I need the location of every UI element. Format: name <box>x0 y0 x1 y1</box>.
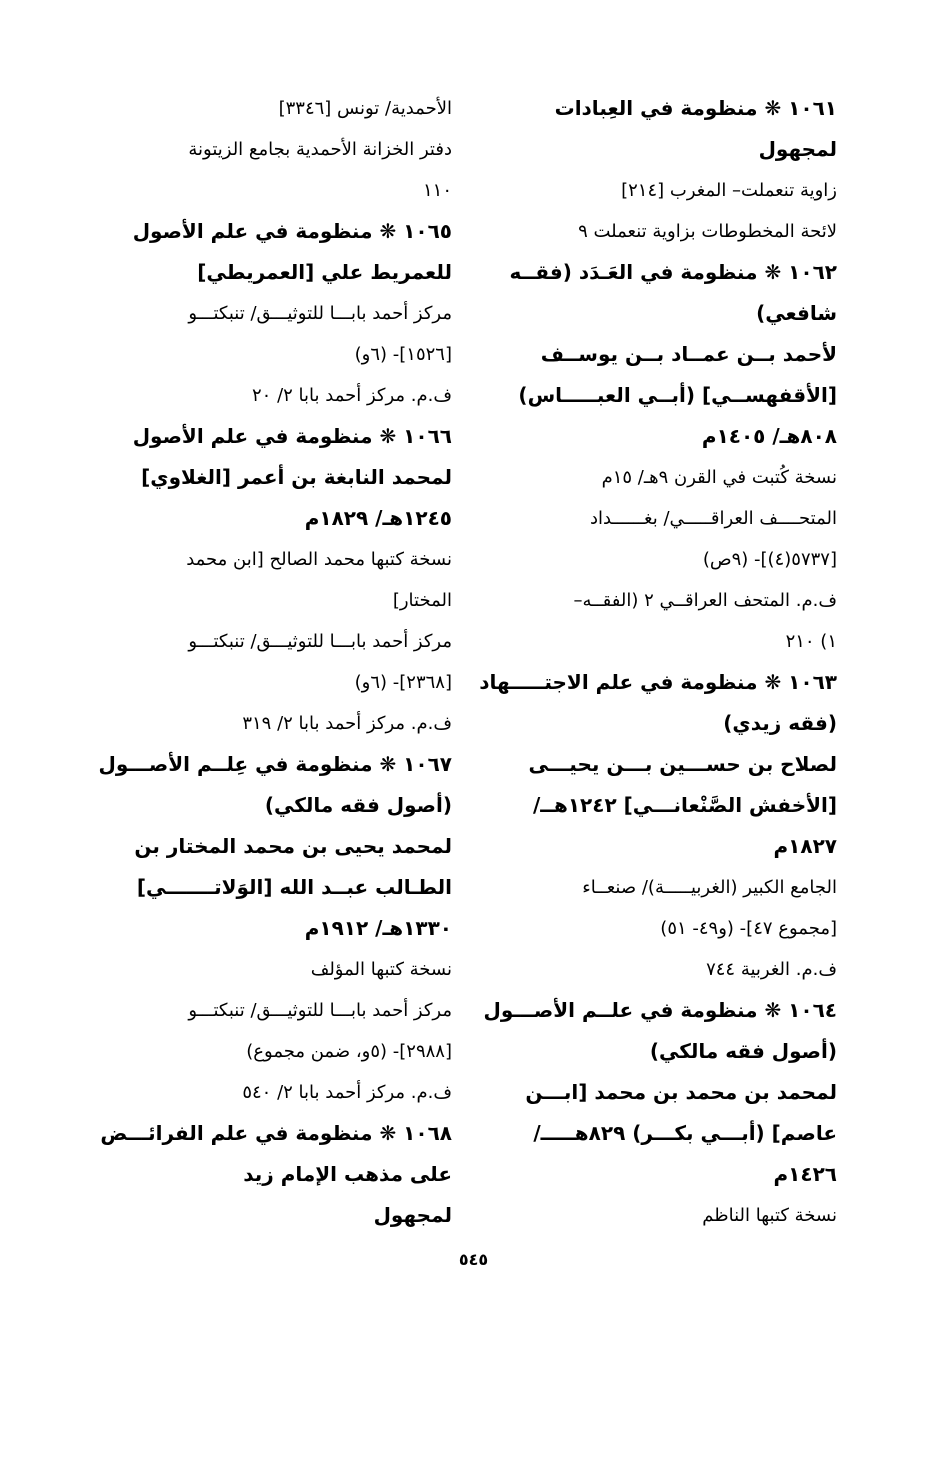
entry-heading-line: ١٠٦٢ ❋ منظومة في العَـدَد (فقــه <box>509 260 837 284</box>
page-number: ٥٤٥ <box>458 1250 489 1269</box>
entry-heading-line: للعمريط علي [العمريطي] <box>197 260 452 284</box>
entry-heading-line: ١٢٤٥هـ/ ١٨٢٩م <box>304 506 452 530</box>
entry-heading-line: ١٣٣٠هـ/ ١٩١٢م <box>304 916 452 940</box>
entry-heading-line: لمجهول <box>758 137 837 161</box>
entry-detail-line: ١) ٢١٠ <box>785 631 837 652</box>
entry-heading-line: ٨٠٨هـ/ ١٤٠٥م <box>701 424 837 448</box>
right-column <box>479 88 837 1236</box>
entry-heading-line: ١٤٢٦م <box>773 1162 837 1186</box>
entry-detail-line: [١٥٢٦]- (٦و) <box>354 344 452 365</box>
entry-detail-line: الأحمدية/ تونس [٣٣٤٦] <box>278 98 452 119</box>
entry-detail-line: ف.م. مركز أحمد بابا ٢/ ٣١٩ <box>242 713 452 734</box>
entry-heading-line: ١٠٦٨ ❋ منظومة في علم الفرائـــض <box>100 1121 452 1145</box>
entry-detail-line: مركز أحمد بابـــا للتوثيـــق/ تنبكتـــو <box>188 631 452 652</box>
entry-heading-line: على مذهب الإمام زيد <box>243 1162 452 1186</box>
entry-heading-line: شافعي) <box>756 301 837 325</box>
entry-detail-line: نسخة كتبها الناظم <box>702 1205 837 1226</box>
entry-heading-line: (فقه زيدي) <box>723 711 837 735</box>
entry-heading-line: لمجهول <box>373 1203 452 1227</box>
entry-detail-line: [٢٣٦٨]- (٦و) <box>354 672 452 693</box>
entry-heading-line: لمحمد يحيى بن محمد المختار بن <box>134 834 452 858</box>
entry-detail-line: [٢٩٨٨]- (٥و، ضمن مجموع) <box>246 1041 452 1062</box>
entry-detail-line: ف.م. مركز أحمد بابا ٢/ ٢٠ <box>252 385 452 406</box>
entry-heading-line: لمحمد بن محمد بن محمد [ابـــن <box>525 1080 837 1104</box>
entry-detail-line: مركز أحمد بابـــا للتوثيـــق/ تنبكتـــو <box>188 303 452 324</box>
entry-detail-line: مركز أحمد بابـــا للتوثيـــق/ تنبكتـــو <box>188 1000 452 1021</box>
entry-heading-line: ١٨٢٧م <box>773 834 837 858</box>
left-column <box>98 88 452 1236</box>
entry-heading-line: ١٠٦١ ❋ منظومة في العِبادات <box>554 96 837 120</box>
entry-heading-line: (أصول فقه مالكي) <box>264 793 452 817</box>
entry-detail-line: لائحة المخطوطات بزاوية تنعملت ٩ <box>578 221 837 242</box>
entry-heading-line: (أصول فقه مالكي) <box>649 1039 837 1063</box>
entry-detail-line: نسخة كتبها محمد الصالح [ابن محمد <box>186 549 452 570</box>
entry-heading-line: ١٠٦٣ ❋ منظومة في علم الاجتـــــهاد <box>479 670 837 694</box>
entry-heading-line: ١٠٦٥ ❋ منظومة في علم الأصول <box>132 219 452 243</box>
entry-heading-line: لمحمد النابغة بن أعمر [الغلاوي] <box>141 465 452 489</box>
entry-detail-line: ف.م. مركز أحمد بابا ٢/ ٥٤٠ <box>242 1082 452 1103</box>
entry-heading-line: [الأخفش الصَّنْعانـــي] ١٢٤٢هــ/ <box>533 793 837 817</box>
entry-heading-line: ١٠٦٧ ❋ منظومة في عِلــم الأصـــول <box>98 752 452 776</box>
entry-heading-line: عاصم] (أبـــي بكـــر) ٨٢٩هـــــ/ <box>533 1121 837 1145</box>
entry-heading-line: لصلاح بن حســـين بـــن يحيـــى <box>528 752 837 776</box>
entry-detail-line: [٥٧٣٧(٤)]- (٩ص) <box>702 549 837 570</box>
entry-detail-line: الجامع الكبير (الغربيـــــة)/ صنعــاء <box>582 877 837 898</box>
entry-detail-line: المختار] <box>392 590 452 611</box>
entry-heading-line: ١٠٦٤ ❋ منظومة في علــم الأصـــول <box>483 998 837 1022</box>
entry-heading-line: ١٠٦٦ ❋ منظومة في علم الأصول <box>132 424 452 448</box>
entry-heading-line: [الأقفهســي] (أبــي العبـــــاس) <box>518 383 837 407</box>
entry-detail-line: نسخة كُتبت في القرن ٩هـ/ ١٥م <box>601 467 837 488</box>
entry-detail-line: ١١٠ <box>422 180 452 201</box>
entry-heading-line: لأحمد بــن عمــاد بــن يوســف <box>540 342 837 366</box>
entry-detail-line: نسخة كتبها المؤلف <box>310 959 452 980</box>
entry-detail-line: زاوية تنعملت– المغرب [٢١٤] <box>621 180 837 201</box>
entry-detail-line: [مجموع ٤٧]- (و٤٩- ٥١) <box>660 918 837 939</box>
entry-detail-line: دفتر الخزانة الأحمدية بجامع الزيتونة <box>188 139 452 160</box>
entry-detail-line: ف.م. المتحف العراقــي ٢ (الفقــه– <box>573 590 837 611</box>
entry-detail-line: المتحــــف العراقـــــي/ بغــــــداد <box>589 508 837 529</box>
entry-detail-line: ف.م. الغربية ٧٤٤ <box>706 959 837 980</box>
entry-heading-line: الطـالب عبــد الله [الوَلاتـــــــي] <box>136 875 452 899</box>
